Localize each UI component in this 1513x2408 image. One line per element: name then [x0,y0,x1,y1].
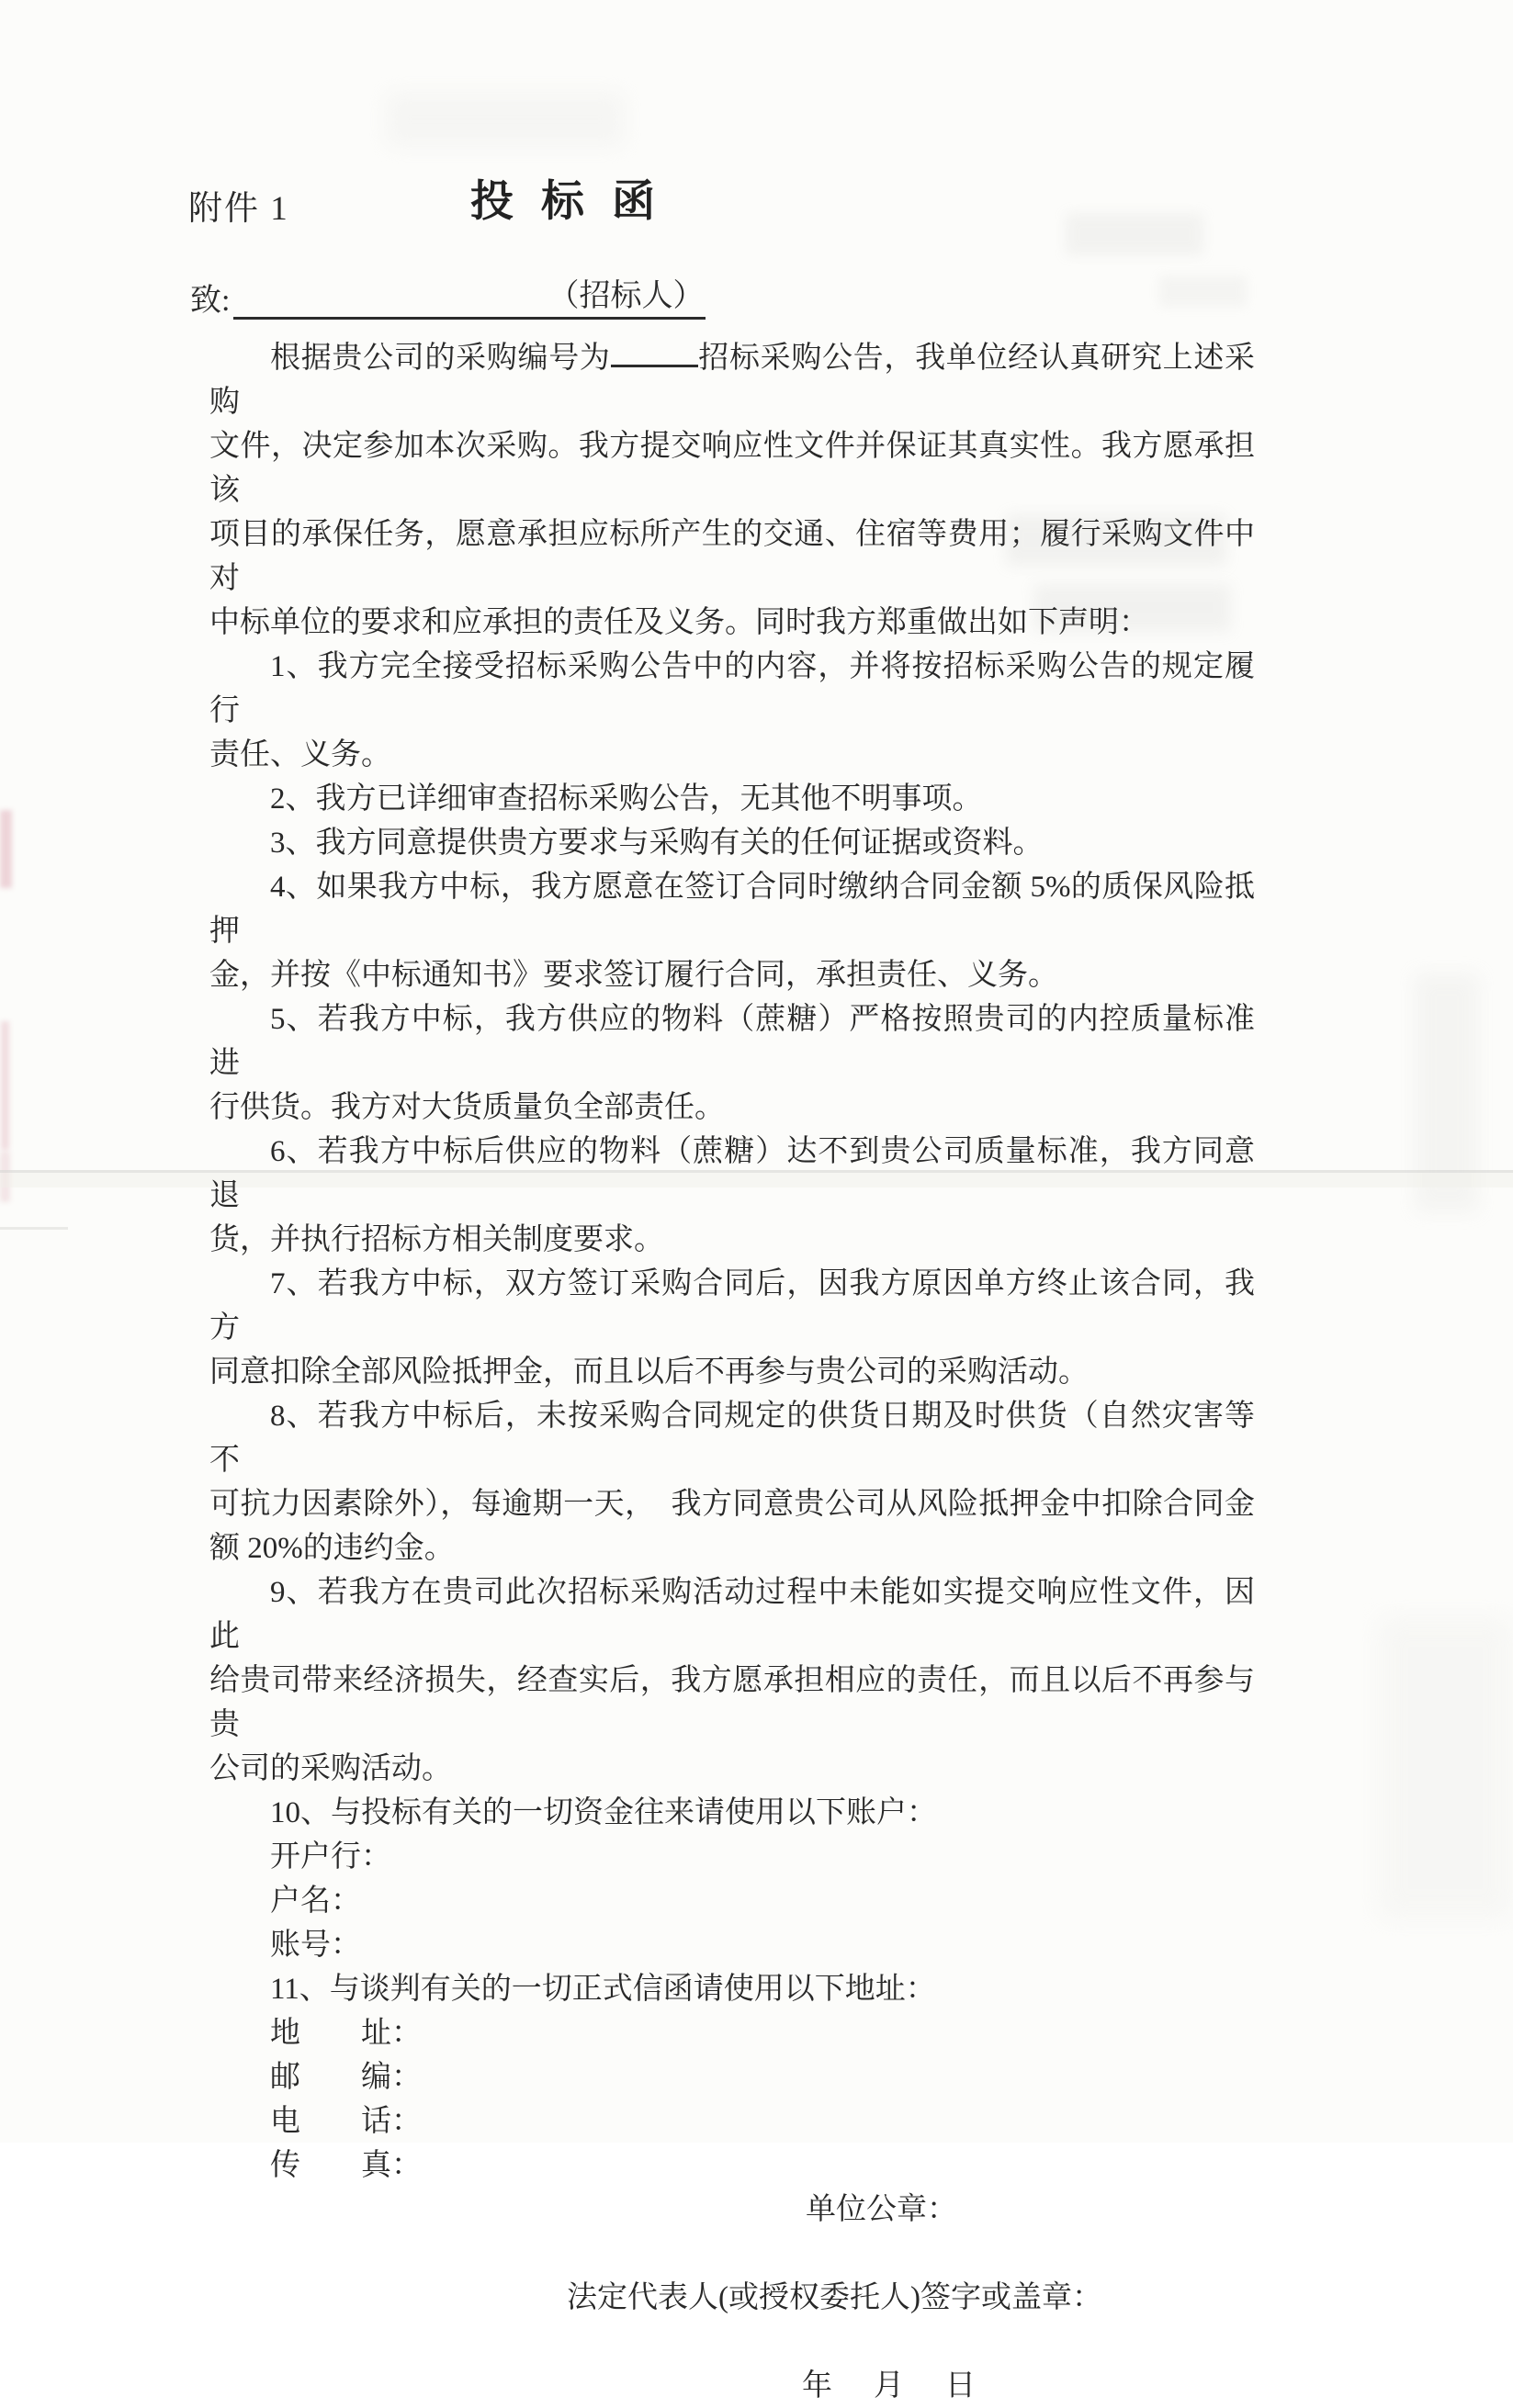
body-line: 1、我方完全接受招标采购公告中的内容，并将按招标采购公告的规定履行 [209,650,1255,727]
body-line: 邮 编： [270,2061,422,2094]
body-line: 传 真： [270,2149,422,2182]
ink-bleedthrough-mark [1159,276,1247,307]
body-line: 责任、义务。 [209,738,391,771]
body-line: 账号： [270,1929,361,1962]
body-line: 6、若我方中标后供应的物料（蔗糖）达不到贵公司质量标准，我方同意退 [209,1135,1255,1212]
body-line: 2、我方已详细审查招标采购公告，无其他不明事项。 [270,782,983,816]
body-line: 货，并执行招标方相关制度要求。 [209,1223,664,1256]
scan-seam-line [0,1227,68,1230]
body-line: 公司的采购活动。 [209,1752,452,1785]
pink-edge-smudge [0,810,12,888]
document-body [209,336,1255,2408]
pink-edge-smudge [1,1021,9,1150]
body-line: 中标单位的要求和应承担的责任及义务。同时我方郑重做出如下声明： [209,606,1149,639]
tenderee-blank-field [233,270,706,320]
salutation-prefix: 致: [190,284,231,318]
body-line: 额 20%的违约金。 [209,1532,455,1565]
ink-bleedthrough-mark [1066,213,1203,255]
scan-smudge [386,92,625,147]
body-line: 可抗力因素除外），每逾期一天， 我方同意贵公司从风险抵押金中扣除合同金 [209,1488,1255,1521]
seal-label: 单位公章： [806,2193,957,2226]
pink-edge-smudge [0,1152,10,1202]
body-line: 开户行： [270,1840,391,1874]
body-line: 根据贵公司的采购编号为 招标采购公告，我单位经认真研究上述采购 [209,336,1255,424]
scan-shadow [1415,973,1479,1212]
body-line: 户名： [270,1885,361,1918]
body-line: 10、与投标有关的一切资金往来请使用以下账户： [270,1796,937,1829]
tenderee-hint-label: （招标人） [548,279,705,313]
body-line: 11、与谈判有关的一切正式信函请使用以下地址： [270,1973,936,2006]
body-line: 电 话： [270,2105,422,2138]
body-line: 行供货。我方对大货质量负全部责任。 [209,1091,725,1124]
body-line: 4、如果我方中标，我方愿意在签订合同时缴纳合同金额 5%的质保风险抵押 [209,871,1255,948]
salutation-line [190,270,706,320]
body-line: 同意扣除全部风险抵押金，而且以后不再参与贵公司的采购活动。 [209,1356,1089,1389]
legal-rep-sign-label: 法定代表人(或授权委托人)签字或盖章： [567,2281,1102,2314]
blank-field [611,337,698,367]
body-line: 文件，决定参加本次采购。我方提交响应性文件并保证其真实性。我方愿承担该 [209,430,1255,507]
body-line: 金，并按《中标通知书》要求签订履行合同，承担责任、义务。 [209,959,1058,992]
attachment-label: 附件 1 [188,190,289,228]
page-title: 投标函 [470,178,683,226]
body-line: 给贵司带来经济损失，经查实后，我方愿承担相应的责任，而且以后不再参与贵 [209,1664,1255,1741]
body-line: 3、我方同意提供贵方要求与采购有关的任何证据或资料。 [270,827,1044,860]
body-line: 9、若我方在贵司此次招标采购活动过程中未能如实提交响应性文件，因此 [209,1576,1255,1653]
date-label: 年 月 日 [802,2369,981,2402]
body-line: 地 址： [270,2017,422,2050]
scan-shadow [1378,1616,1513,1919]
body-lines [209,336,1255,2188]
body-line: 8、若我方中标后，未按采购合同规定的供货日期及时供货（自然灾害等不 [209,1400,1255,1477]
body-line: 5、若我方中标，我方供应的物料（蔗糖）严格按照贵司的内控质量标准进 [209,1003,1255,1080]
body-line: 项目的承保任务，愿意承担应标所产生的交通、住宿等费用；履行采购文件中对 [209,518,1255,595]
body-line: 7、若我方中标，双方签订采购合同后，因我方原因单方终止该合同，我方 [209,1267,1255,1345]
